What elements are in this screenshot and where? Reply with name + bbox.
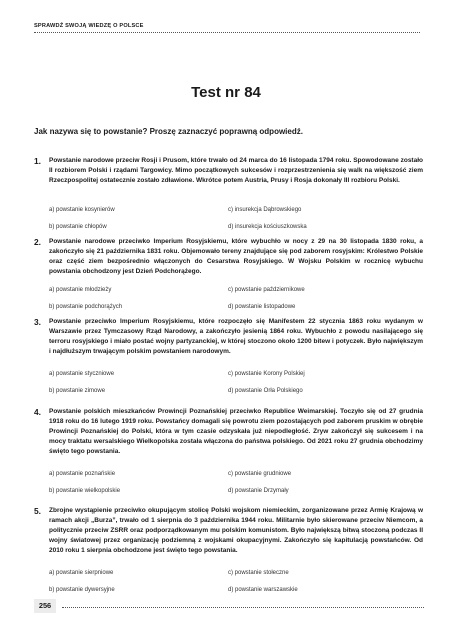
section-title: SPRAWDŹ SWOJĄ WIEDZĘ O POLSCE <box>34 23 144 29</box>
footer-divider <box>62 607 424 608</box>
option-c[interactable]: c) powstanie październikowe <box>228 287 305 293</box>
page-number: 256 <box>34 599 56 613</box>
option-a[interactable]: a) powstanie kosynierów <box>49 207 115 213</box>
option-b[interactable]: b) powstanie chłopów <box>49 224 107 230</box>
question-number: 5. <box>34 506 41 516</box>
option-c[interactable]: c) insurekcja Dąbrowskiego <box>228 207 302 213</box>
question-number: 2. <box>34 237 41 247</box>
option-d[interactable]: d) powstanie listopadowe <box>228 304 296 310</box>
option-b[interactable]: b) powstanie dywersyjne <box>49 587 115 593</box>
test-title: Test nr 84 <box>191 84 261 101</box>
option-c[interactable]: c) powstanie Korony Polskiej <box>228 371 305 377</box>
question-text: Powstanie narodowe przeciwko Imperium Rosyjskiemu, które wybuchło w nocy z 29 na 30 listopada 1830 roku, a zakończyło się 21 października 1831 roku. Objemowało tereny znajdujące się pod zaborem rosyjskim: Królestwo Polskie oraz część ziem bezpośrednio włączonych do Cesarstwa Rosyjskiego. W Wojsku Polskim w rocznicę wybuchu powstania obchodzony jest Dzień Podchorążego. <box>49 238 423 275</box>
option-d[interactable]: d) insurekcja kościuszkowska <box>228 224 307 230</box>
question-text: Zbrojne wystąpienie przeciwko okupującym stolicę Polski wojskom niemieckim, zorganizowane przez Armię Krajową w ramach akcji „Burza”, trwało od 1 sierpnia do 3 października 1944 roku. Militarnie było skierowane przeciw Niemcom, a politycznie przeciw ZSRR oraz podporządkowanym mu polskim komunistom. Było największą bitwą stoczoną podczas II wojny światowej przez organizację podziemną z wojskami okupacyjnymi. Zakończyło się kapitulacją powstańców. Od 2010 roku 1 sierpnia obchodzone jest święto tego powstania. <box>49 507 423 554</box>
option-b[interactable]: b) powstanie zimowe <box>49 388 106 394</box>
option-a[interactable]: a) powstanie sierpniowe <box>49 570 114 576</box>
question-text: Powstanie narodowe przeciw Rosji i Prusom, które trwało od 24 marca do 16 listopada 1794 roku. Spowodowane zostało II rozbiorem Polski i rządami Targowicy. Mimo początkowych sukcesów i rozprzestrzenienia się walk na większość ziem Rzeczpospolitej ostatecznie zostało zdławione. Wkrótce potem Austria, Prusy i Rosja dokonały III rozbioru Polski. <box>49 157 423 184</box>
option-d[interactable]: d) powstanie Orła Polskiego <box>228 388 303 394</box>
question-number: 1. <box>34 156 41 166</box>
option-c[interactable]: c) powstanie stołeczne <box>228 570 289 576</box>
option-a[interactable]: a) powstanie poznańskie <box>49 471 116 477</box>
option-a[interactable]: a) powstanie młodzieży <box>49 287 112 293</box>
header-divider <box>34 32 420 33</box>
option-a[interactable]: a) powstanie styczniowe <box>49 371 115 377</box>
instruction: Jak nazywa się to powstanie? Proszę zaznaczyć poprawną odpowiedź. <box>34 127 303 136</box>
option-d[interactable]: d) powstanie Drzymały <box>228 488 289 494</box>
question-text: Powstanie przeciwko Imperium Rosyjskiemu, które rozpoczęło się Manifestem 22 stycznia 1863 roku wydanym w Warszawie przez Tymczasowy Rząd Narodowy, a zakończyło jesienią 1864 roku. Wybuchło z powodu nasilającego się terroru rosyjskiego i miało postać wojny partyzanckiej, w której stoczono około 1200 bitew i potyczek. Było największym i najdłuższym trwającym polskim powstaniem narodowym. <box>49 318 423 355</box>
question-text: Powstanie polskich mieszkańców Prowincji Poznańskiej przeciwko Republice Weimarskiej. Toczyło się od 27 grudnia 1918 roku do 16 lutego 1919 roku. Powstańcy domagali się powrotu ziem pozostających pod zaborem pruskim w obrębie Prowincji Poznańskiej do Polski, która w tym czasie odzyskała już niepodległość. Zryw zakończył się sukcesem i na mocy traktatu wersalskiego Wielkopolska została włączona do państwa polskiego. Od 2021 roku 27 grudnia obchodzimy święto tego powstania. <box>49 408 423 455</box>
question-number: 4. <box>34 407 41 417</box>
option-b[interactable]: b) powstanie wielkopolskie <box>49 488 121 494</box>
option-c[interactable]: c) powstanie grudniowe <box>228 471 292 477</box>
option-d[interactable]: d) powstanie warszawskie <box>228 587 298 593</box>
option-b[interactable]: b) powstanie podchorążych <box>49 304 123 310</box>
page-header <box>34 23 420 33</box>
question-number: 3. <box>34 317 41 327</box>
